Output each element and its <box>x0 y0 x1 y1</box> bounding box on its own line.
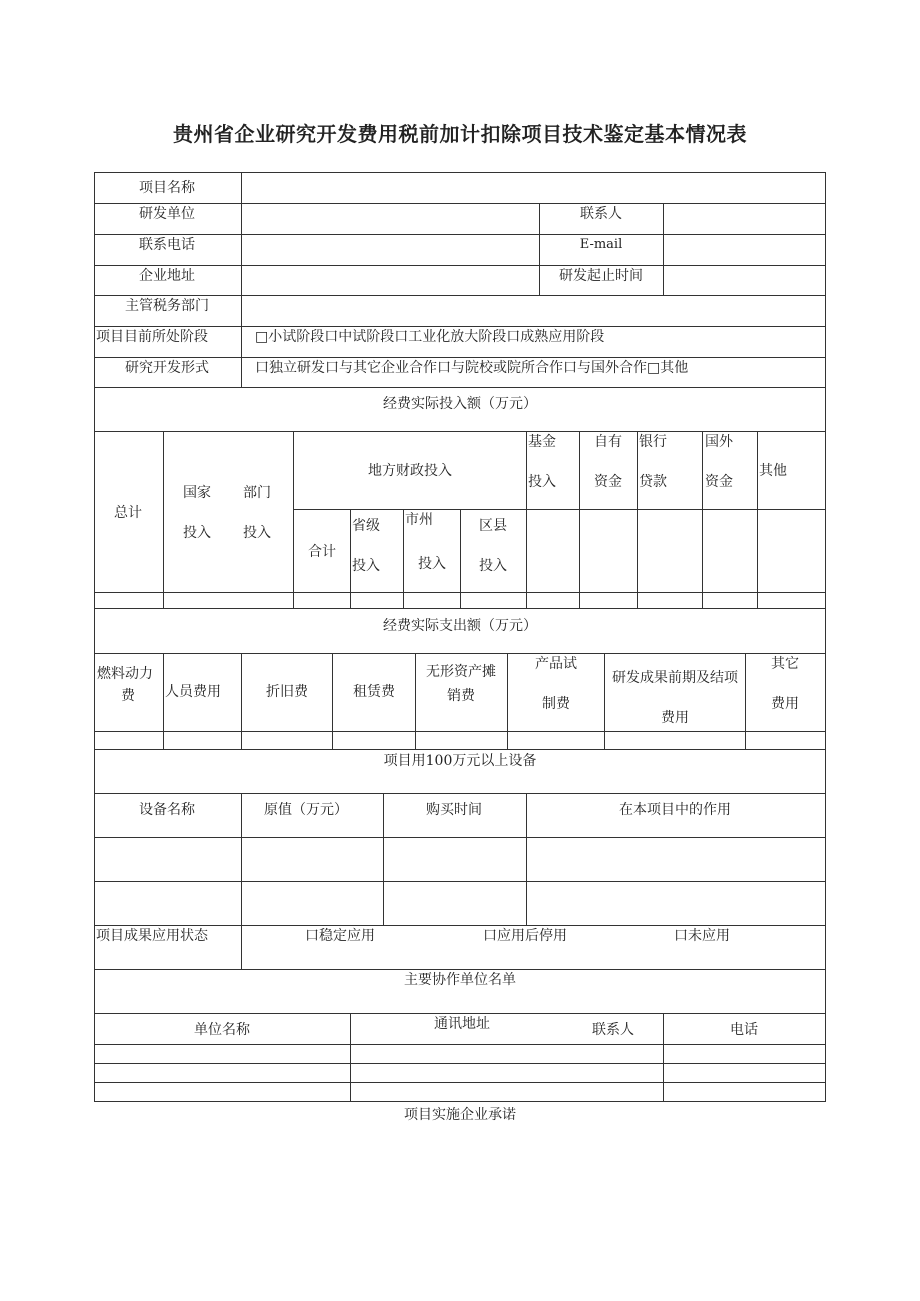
equipment-purchase-time: 购买时间 <box>426 802 482 818</box>
status-stopped[interactable]: 口应用后停用 <box>483 928 567 944</box>
page-title: 贵州省企业研究开发费用税前加计扣除项目技术鉴定基本情况表 <box>173 122 747 146</box>
label-rd-period: 研发起止时间 <box>559 268 643 284</box>
expense-trial-sub: 制费 <box>542 696 570 712</box>
funding-self-sub: 资金 <box>594 474 622 490</box>
partners-address: 通讯地址 <box>434 1016 490 1032</box>
partners-section-title: 主要协作单位名单 <box>404 972 516 988</box>
partners-unit-name: 单位名称 <box>194 1022 250 1038</box>
funding-section-title: 经费实际投入额（万元） <box>383 396 537 412</box>
equipment-name: 设备名称 <box>139 802 195 818</box>
partners-phone: 电话 <box>730 1022 758 1038</box>
equipment-role: 在本项目中的作用 <box>619 802 731 818</box>
funding-city: 市州 <box>405 512 433 528</box>
funding-foreign: 国外 <box>705 434 733 450</box>
funding-subtotal: 合计 <box>308 544 336 560</box>
equipment-value: 原值（万元） <box>264 802 348 818</box>
status-stable[interactable]: 口稳定应用 <box>305 928 375 944</box>
label-rd-unit: 研发单位 <box>139 206 195 222</box>
label-rd-form: 研究开发形式 <box>125 360 209 376</box>
funding-bank: 银行 <box>639 434 667 450</box>
funding-county-sub: 投入 <box>479 558 507 574</box>
expense-results: 研发成果前期及结项 <box>612 670 738 686</box>
funding-local: 地方财政投入 <box>368 463 452 479</box>
expense-rent: 租赁费 <box>353 684 395 700</box>
funding-national-sub: 投入 <box>183 525 211 541</box>
expense-intangible-sub: 销费 <box>447 688 475 704</box>
label-address: 企业地址 <box>139 268 195 284</box>
form-table <box>94 172 826 1102</box>
funding-fund: 基金 <box>528 434 556 450</box>
expense-results-sub: 费用 <box>661 710 689 726</box>
funding-prov-sub: 投入 <box>352 558 380 574</box>
expense-other: 其它 <box>771 656 799 672</box>
funding-fund-sub: 投入 <box>528 474 556 490</box>
expense-other-sub: 费用 <box>771 696 799 712</box>
expense-trial: 产品试 <box>535 656 577 672</box>
expense-depreciation: 折旧费 <box>266 684 308 700</box>
funding-self: 自有 <box>594 434 622 450</box>
funding-dept-sub: 投入 <box>243 525 271 541</box>
footer-commitment: 项目实施企业承诺 <box>404 1107 516 1123</box>
label-email: E-mail <box>579 237 623 252</box>
label-stage: 项目目前所处阶段 <box>96 329 208 345</box>
partners-contact: 联系人 <box>592 1022 634 1038</box>
expense-intangible: 无形资产摊 <box>426 664 496 680</box>
label-tax-dept: 主管税务部门 <box>125 298 209 314</box>
expense-fuel: 燃料动力 <box>97 666 153 682</box>
label-project-name: 项目名称 <box>139 180 195 196</box>
expense-section-title: 经费实际支出额（万元） <box>383 618 537 634</box>
funding-total: 总计 <box>114 505 142 521</box>
label-phone: 联系电话 <box>139 237 195 253</box>
status-unused[interactable]: 口未应用 <box>674 928 730 944</box>
funding-city-sub: 投入 <box>418 556 446 572</box>
funding-national: 国家 <box>183 485 211 501</box>
funding-dept: 部门 <box>243 485 271 501</box>
expense-personnel: 人员费用 <box>165 684 221 700</box>
funding-other: 其他 <box>759 463 787 479</box>
expense-fuel-sub: 费 <box>121 688 135 704</box>
funding-bank-sub: 贷款 <box>639 474 667 490</box>
status-label: 项目成果应用状态 <box>96 928 208 944</box>
equipment-section-title: 项目用100万元以上设备 <box>383 753 537 769</box>
label-contact-person: 联系人 <box>580 206 622 222</box>
rd-form-options[interactable]: 口独立研发口与其它企业合作口与院校或院所合作口与国外合作□其他 <box>255 360 689 376</box>
funding-county: 区县 <box>479 518 507 534</box>
funding-foreign-sub: 资金 <box>705 474 733 490</box>
funding-prov: 省级 <box>352 518 380 534</box>
stage-options[interactable]: □小试阶段口中试阶段口工业化放大阶段口成熟应用阶段 <box>255 329 605 345</box>
